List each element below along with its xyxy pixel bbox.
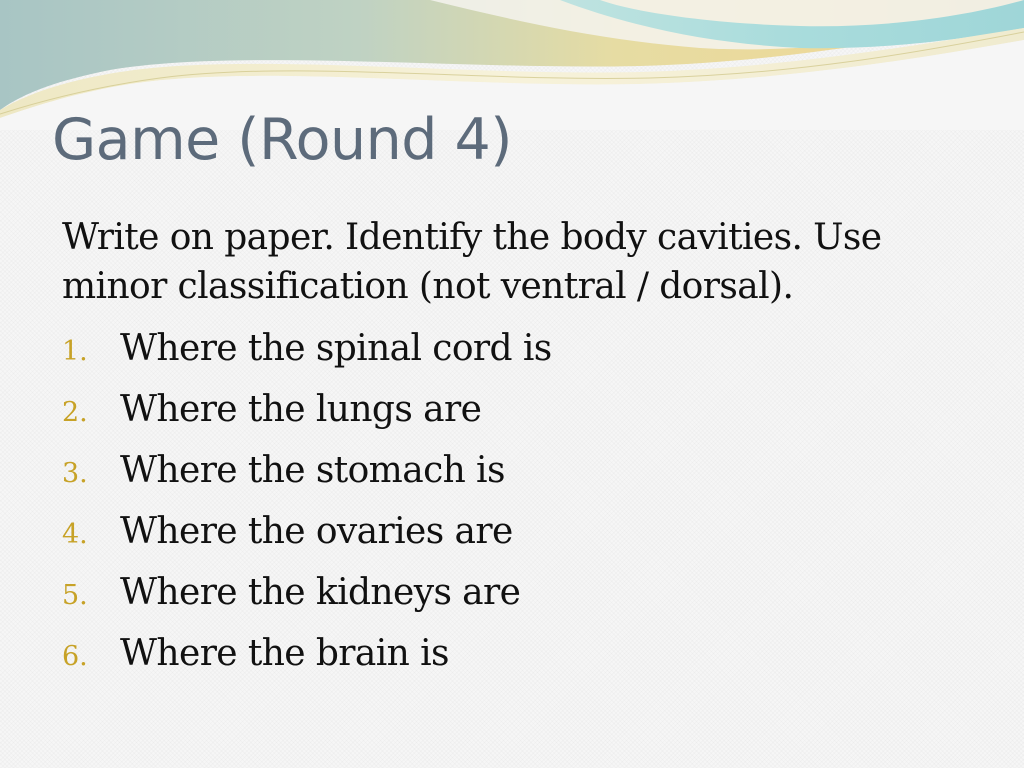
list-item (62, 629, 992, 690)
slide-title: Game (Round 4) (52, 107, 513, 173)
list-item-number: 3. (62, 458, 88, 489)
list-item-number: 2. (62, 397, 88, 428)
list-item (62, 324, 992, 385)
list-item-text: Where the brain is (120, 633, 449, 674)
list-item (62, 507, 992, 568)
list-item-text: Where the stomach is (120, 450, 505, 491)
list-item-text: Where the spinal cord is (120, 328, 552, 369)
list-item-text: Where the ovaries are (120, 511, 513, 552)
list-item-text: Where the lungs are (120, 389, 482, 430)
list-item (62, 568, 992, 629)
instructions-text: Write on paper. Identify the body cavities. Use minor classification (not ventral / dorsal). (62, 217, 882, 307)
question-list (62, 324, 992, 690)
list-item (62, 385, 992, 446)
list-item-number: 1. (62, 336, 88, 367)
slide-body (62, 213, 992, 690)
list-item-number: 6. (62, 641, 88, 672)
list-item-number: 5. (62, 580, 88, 611)
list-item-number: 4. (62, 519, 88, 550)
list-item (62, 446, 992, 507)
list-item-text: Where the kidneys are (120, 572, 521, 613)
